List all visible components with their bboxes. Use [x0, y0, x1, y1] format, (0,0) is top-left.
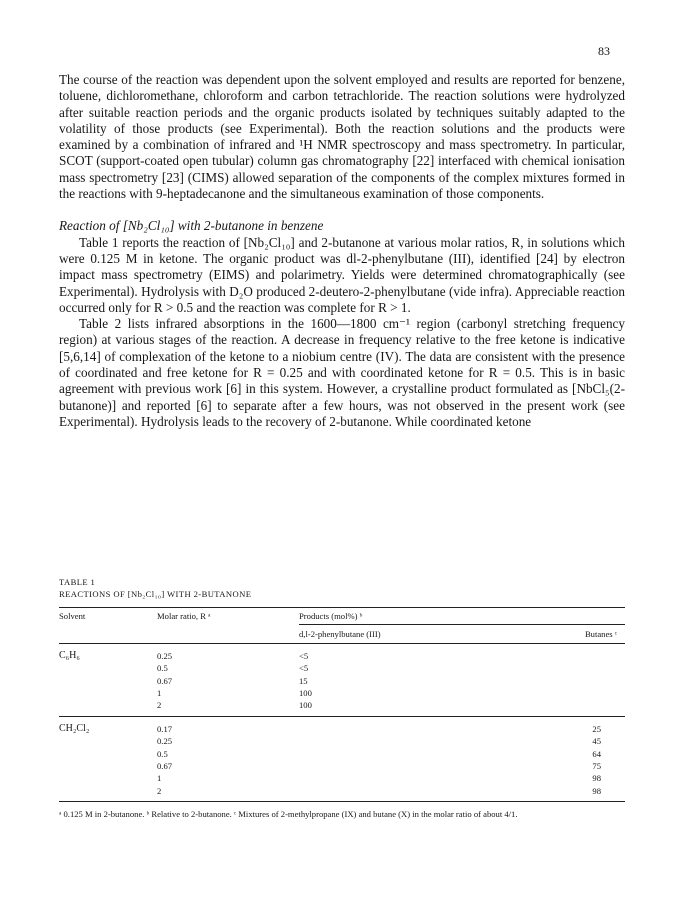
butanes-cell: [479, 687, 625, 699]
solvent-cell: CH₂Cl₂: [59, 722, 90, 734]
table-header-row: [59, 608, 625, 624]
ratio-cell: 0.17: [157, 723, 173, 734]
phenylbutane-cell: [299, 735, 479, 747]
ratio-cell: 0.67: [157, 675, 173, 686]
butanes-cell: 45: [592, 736, 601, 747]
phenylbutane-cell: 100: [299, 700, 312, 711]
paragraph-gap: [59, 202, 625, 218]
table-1: [59, 576, 625, 820]
phenylbutane-column: [299, 650, 479, 712]
page-number: 83: [598, 44, 610, 58]
phenylbutane-cell: 15: [299, 675, 308, 686]
header-solvent: Solvent: [59, 610, 86, 621]
table-footnote: ᵃ 0.125 M in 2-butanone. ᵇ Relative to 2-butanone. ᶜ Mixtures of 2-methylpropane (IX) and butane (X) in the molar ratio of about 4/1.: [59, 809, 518, 820]
paragraph-intro: The course of the reaction was dependent upon the solvent employed and results are reported for benzene, toluene, dichloromethane, chloroform and carbon tetrachloride. The reaction solutions were hydrolyzed after suitable reaction periods and the organic products isolated by techniques suitably adapted to the volatility of those products (see Experimental). Both the reaction solutions and the products were examined by a combination of infrared and ¹H NMR spectroscopy and mass spectrometry. In particular, SCOT (support-coated open tubular) column gas chromatography [22] interfaced with chemical ionisation mass spectrometry [23] (CIMS) allowed separation of the components of the complex mixtures formed in the reactions with 9-heptadecanone and the simultaneous examination of those components.: [59, 72, 625, 202]
ratio-cell: 2: [157, 700, 162, 711]
header-butanes: Butanes ᶜ: [584, 628, 617, 639]
paragraph-table2: Table 2 lists infrared absorptions in the 1600—1800 cm⁻¹ region (carbonyl stretching frequency region) at various stages of the reaction. A decrease in frequency relative to the free ketone is indicative [5,6,14] of complexation of the ketone to a niobium centre (IV). The data are consistent with the presence of coordinated and free ketone for R = 0.25 and with coordinated ketone for R = 0.5. This is in basic agreement with previous work [6] in this system. However, a crystalline product formulated as [NbCl₅(2-butanone)] and reported [6] to separate after a few hours, was not observed in the present work (see Experimental). Hydrolysis leads to the recovery of 2-butanone. While coordinated ketone: [59, 316, 625, 429]
body-text: [59, 72, 625, 430]
paragraph-table1: Table 1 reports the reaction of [Nb₂Cl₁₀] and 2-butanone at various molar ratios, R, in solutions which were 0.125 M in ketone. The organic product was dl-2-phenylbutane (III), identified [24] by electron impact mass spectrometry (EIMS) and polarimetry. Yields were determined chromatographically (see Experimental). Hydrolysis with D₂O produced 2-deutero-2-phenylbutane (vide infra). Appreciable reaction occurred only for R > 0.5 and the reaction was complete for R > 1.: [59, 234, 625, 315]
header-phenylbutane: d,l-2-phenylbutane (III): [299, 628, 381, 639]
header-molar-ratio: Molar ratio, R ᵃ: [157, 610, 211, 621]
ratio-cell: 1: [157, 773, 162, 784]
table-bottom-rule: [59, 801, 625, 802]
butanes-cell: 25: [592, 723, 601, 734]
butanes-cell: [479, 662, 625, 674]
ratio-cell: 0.5: [157, 663, 168, 674]
ratio-cell: 0.25: [157, 650, 173, 661]
ratio-cell: 1: [157, 687, 162, 698]
phenylbutane-cell: [299, 760, 479, 772]
butanes-cell: [479, 675, 625, 687]
ratio-cell: 0.5: [157, 748, 168, 759]
phenylbutane-column: [299, 723, 479, 797]
table-group-benzene: [59, 644, 625, 716]
butanes-cell: 75: [592, 760, 601, 771]
ratio-cell: 0.67: [157, 760, 173, 771]
ratio-column: [157, 723, 299, 797]
butanes-cell: 64: [592, 748, 601, 759]
phenylbutane-cell: 100: [299, 687, 312, 698]
ratio-cell: 2: [157, 785, 162, 796]
phenylbutane-cell: <5: [299, 663, 309, 674]
header-products: Products (mol%) ᵇ: [299, 610, 363, 621]
butanes-column: [479, 723, 625, 797]
table-group-dichloromethane: [59, 717, 625, 801]
ratio-column: [157, 650, 299, 712]
butanes-cell: [479, 699, 625, 711]
butanes-cell: 98: [592, 785, 601, 796]
phenylbutane-cell: [299, 772, 479, 784]
table-subheader-row: [59, 625, 625, 643]
phenylbutane-cell: [299, 785, 479, 797]
phenylbutane-cell: <5: [299, 650, 309, 661]
butanes-cell: [479, 650, 625, 662]
table-title: REACTIONS OF [Nb₂Cl₁₀] WITH 2-BUTANONE: [59, 589, 252, 600]
section-heading: Reaction of [Nb₂Cl₁₀] with 2-butanone in benzene: [59, 218, 324, 234]
butanes-column: [479, 650, 625, 712]
butanes-cell: 98: [592, 773, 601, 784]
phenylbutane-cell: [299, 748, 479, 760]
table-label: TABLE 1: [59, 577, 96, 587]
ratio-cell: 0.25: [157, 736, 173, 747]
phenylbutane-cell: [299, 723, 479, 735]
solvent-cell: C₆H₆: [59, 649, 80, 661]
